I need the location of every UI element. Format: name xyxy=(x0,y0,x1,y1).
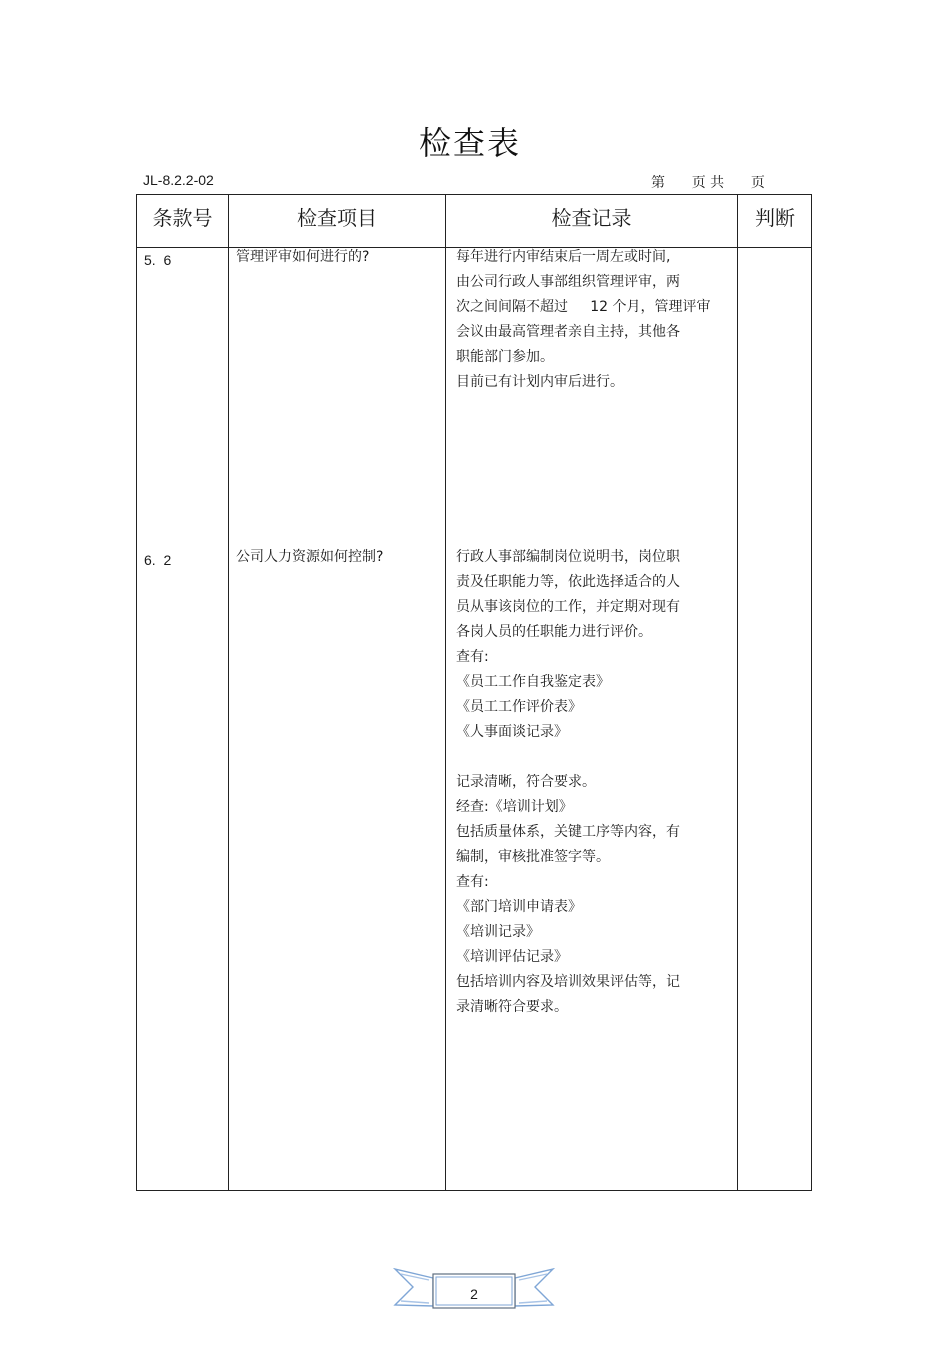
record-line: 《部门培训申请表》 xyxy=(456,899,582,915)
record-line: 经查:《培训计划》 xyxy=(456,799,573,815)
record-line: 由公司行政人事部组织管理评审，两 xyxy=(456,274,680,290)
record-line: 各岗人员的任职能力进行评价。 xyxy=(456,624,652,640)
record-line: 《员工工作评价表》 xyxy=(456,699,582,715)
record-line: 《培训评估记录》 xyxy=(456,949,568,965)
row-check-item: 公司人力资源如何控制? xyxy=(236,549,384,565)
page-info: 第 页 共 页 xyxy=(651,175,765,191)
record-line: 查有: xyxy=(456,649,489,665)
record-line: 编制，审核批准签字等。 xyxy=(456,849,610,865)
column-header-record: 检查记录 xyxy=(551,206,632,230)
record-line: 《人事面谈记录》 xyxy=(456,724,568,740)
record-line xyxy=(456,745,731,770)
record-line: 记录清晰，符合要求。 xyxy=(456,774,596,790)
record-line: 《培训记录》 xyxy=(456,924,540,940)
record-line: 会议由最高管理者亲自主持，其他各 xyxy=(456,324,680,340)
record-line: 每年进行内审结束后一周左或时间, xyxy=(456,249,671,265)
column-divider xyxy=(737,195,738,1190)
page-title: 检查表 xyxy=(418,124,521,162)
row-check-record xyxy=(456,245,731,395)
row-check-item: 管理评审如何进行的? xyxy=(236,249,370,265)
column-header-item: 检查项目 xyxy=(297,206,377,230)
record-line: 查有: xyxy=(456,874,489,890)
record-line: 行政人事部编制岗位说明书，岗位职 xyxy=(456,549,680,565)
column-divider xyxy=(445,195,446,1190)
row-clause-number: 5. 6 xyxy=(144,252,172,268)
checklist-table xyxy=(136,194,812,1191)
column-divider xyxy=(228,195,229,1190)
record-line: 员从事该岗位的工作，并定期对现有 xyxy=(456,599,680,615)
record-line: 责及任职能力等，依此选择适合的人 xyxy=(456,574,680,590)
record-line: 职能部门参加。 xyxy=(456,349,554,365)
record-line: 次之间间隔不超过 12 个月，管理评审 xyxy=(456,299,711,315)
page-footer xyxy=(393,1268,555,1312)
column-header-judgement: 判断 xyxy=(755,206,795,230)
record-line: 包括质量体系，关键工序等内容，有 xyxy=(456,824,680,840)
row-check-record xyxy=(456,545,731,1020)
row-clause-number: 6. 2 xyxy=(144,552,172,568)
column-header-clause: 条款号 xyxy=(152,206,213,230)
record-line: 目前已有计划内审后进行。 xyxy=(456,374,624,390)
document-code: JL-8.2.2-02 xyxy=(143,172,214,188)
record-line: 《员工工作自我鉴定表》 xyxy=(456,674,610,690)
record-line: 包括培训内容及培训效果评估等，记 xyxy=(456,974,680,990)
record-line: 录清晰符合要求。 xyxy=(456,999,568,1015)
page-number: 2 xyxy=(470,1286,478,1302)
